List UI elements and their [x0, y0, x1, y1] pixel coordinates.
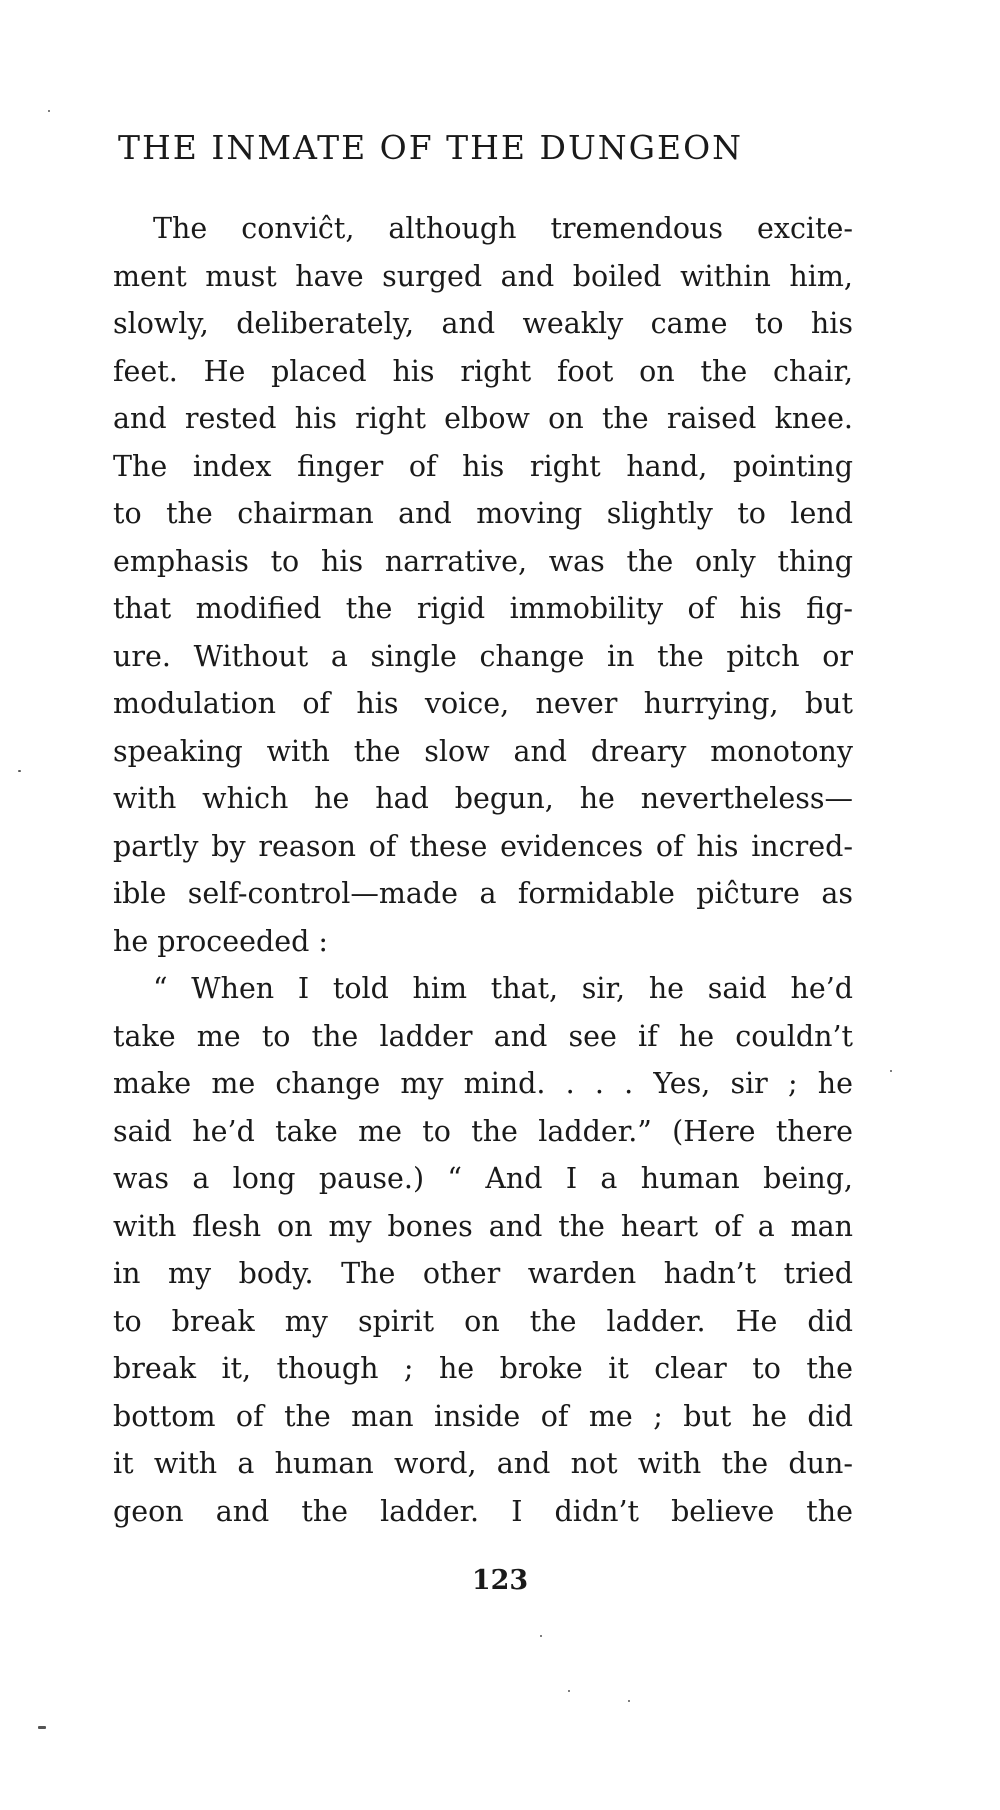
- text-line: ure. Without a single change in the pitch or: [113, 639, 853, 673]
- text-line: break it, though ; he broke it clear to the: [113, 1352, 853, 1385]
- scan-speck: [568, 1690, 570, 1692]
- text-line: ible self-control—made a formidable piĉture as: [113, 877, 853, 910]
- text-line: it with a human word, and not with the dun-: [113, 1447, 853, 1480]
- scan-speck: [540, 1635, 542, 1637]
- text-line: was a long pause.) “ And I a human being,: [113, 1162, 853, 1195]
- page-number: 123: [471, 1565, 529, 1596]
- text-line: said he’d take me to the ladder.” (Here there: [113, 1114, 853, 1148]
- scan-speck: [628, 1700, 630, 1702]
- text-line: ment must have surged and boiled within him,: [113, 259, 853, 293]
- text-line: make me change my mind. . . . Yes, sir ; he: [113, 1067, 853, 1100]
- text-line: slowly, deliberately, and weakly came to his: [113, 307, 853, 340]
- scan-speck: [48, 110, 50, 112]
- text-line: bottom of the man inside of me ; but he did: [113, 1399, 853, 1433]
- scan-speck: [890, 1070, 892, 1072]
- body-text: [113, 205, 853, 1535]
- text-line: in my body. The other warden hadn’t tried: [113, 1257, 853, 1290]
- text-line: that modified the rigid immobility of his fig-: [113, 592, 853, 625]
- text-line: take me to the ladder and see if he couldn’t: [113, 1019, 853, 1053]
- text-line: partly by reason of these evidences of his incred-: [113, 829, 853, 863]
- text-line: emphasis to his narrative, was the only thing: [113, 544, 853, 578]
- scan-speck: [38, 1726, 46, 1729]
- text-line: with flesh on my bones and the heart of a man: [113, 1209, 853, 1243]
- text-line: The conviĉt, although tremendous excite-: [153, 212, 853, 245]
- text-line: speaking with the slow and dreary monotony: [113, 734, 853, 768]
- running-head: THE INMATE OF THE DUNGEON: [118, 128, 744, 167]
- text-line: with which he had begun, he nevertheless—: [113, 782, 853, 815]
- text-line: modulation of his voice, never hurrying, but: [113, 687, 853, 720]
- text-line: The index finger of his right hand, pointing: [113, 449, 853, 483]
- text-line: geon and the ladder. I didn’t believe the: [113, 1494, 853, 1528]
- text-line: to the chairman and moving slightly to lend: [113, 497, 853, 530]
- scan-speck: [18, 770, 21, 772]
- paragraph-2: [113, 965, 853, 1535]
- paragraph-1: [113, 205, 853, 965]
- text-line: and rested his right elbow on the raised knee.: [113, 402, 853, 435]
- text-line: “ When I told him that, sir, he said he’d: [153, 972, 853, 1005]
- text-line: he proceeded :: [113, 924, 329, 958]
- text-line: to break my spirit on the ladder. He did: [113, 1304, 853, 1338]
- text-line: feet. He placed his right foot on the chair,: [113, 354, 853, 388]
